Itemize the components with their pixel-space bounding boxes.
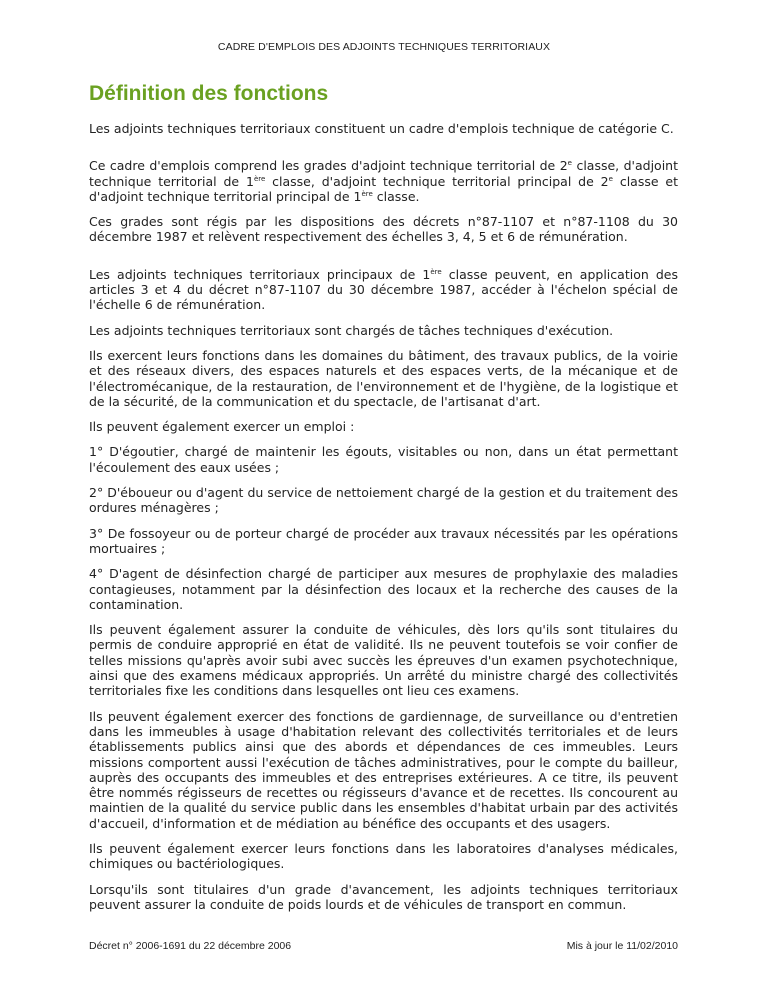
paragraph: Les adjoints techniques territoriaux constituent un cadre d'emplois technique de catégorie C. <box>89 121 674 136</box>
paragraph: Ils peuvent également exercer leurs fonctions dans les laboratoires d'analyses médicales, chimiques ou bactériologiques. <box>89 840 678 872</box>
running-header: CADRE D'EMPLOIS DES ADJOINTS TECHNIQUES TERRITORIAUX <box>217 41 551 53</box>
paragraph: Ils exercent leurs fonctions dans les domaines du bâtiment, des travaux publics, de la voirie et des réseaux divers, des espaces naturels et des espaces verts, de la mécanique et de l'électromécanique, de la restauration, de l'environnement et de l'hygiène, de la logistique et de la sécurité, de la communication et du spectacle, de l'artisanat d'art. <box>89 347 678 409</box>
list-item: 1° D'égoutier, chargé de maintenir les égouts, visitables ou non, dans un état permettant l'écoulement des eaux usées ; <box>89 444 678 475</box>
section-title: Définition des fonctions <box>89 82 329 105</box>
paragraph-echelon-special: Les adjoints techniques territoriaux principaux de 1ère classe peuvent, en application des articles 3 et 4 du décret n°87-1107 du 30 décembre 1987, accéder à l'échelon spécial de l'échelle 6 de rémunération. <box>89 266 678 313</box>
paragraph: Les adjoints techniques territoriaux sont chargés de tâches techniques d'exécution. <box>89 322 614 338</box>
list-item: 3° De fossoyeur ou de porteur chargé de procéder aux travaux nécessités par les opérations mortuaires ; <box>89 525 678 556</box>
footer-decree-reference: Décret n° 2006-1691 du 22 décembre 2006 <box>89 940 292 952</box>
list-item: 2° D'éboueur ou d'agent du service de nettoiement chargé de la gestion et du traitement des ordures ménagères ; <box>89 485 678 516</box>
paragraph: Ils peuvent également exercer un emploi : <box>89 419 355 435</box>
footer-update-date: Mis à jour le 11/02/2010 <box>566 940 678 952</box>
paragraph: Lorsqu'ils sont titulaires d'un grade d'avancement, les adjoints techniques territoriaux peuvent assurer la conduite de poids lourds et de véhicules de transport en commun. <box>89 881 678 912</box>
list-item: 4° D'agent de désinfection chargé de participer aux mesures de prophylaxie des maladies contagieuses, notamment par la désinfection des locaux et la recherche des causes de la contamination. <box>89 566 678 612</box>
paragraph: Ces grades sont régis par les dispositions des décrets n°87-1107 et n°87-1108 du 30 décembre 1987 et relèvent respectivement des échelles 3, 4, 5 et 6 de rémunération. <box>89 214 678 245</box>
paragraph: Ils peuvent également assurer la conduite de véhicules, dès lors qu'ils sont titulaires du permis de conduire approprié en état de validité. Ils ne peuvent toutefois se voir confier de telles missions qu'après avoir subi avec succès les épreuves d'un examen psychotechnique, ainsi que des examens médicaux appropriés. Un arrêté du ministre chargé des collectivités territoriales fixe les conditions dans lesquelles ont lieu ces examens. <box>89 622 678 699</box>
paragraph-grades: Ce cadre d'emplois comprend les grades d'adjoint technique territorial de 2e classe, d'adjoint technique territorial de 1ère classe, d'adjoint technique territorial principal de 2e classe et d'adjoint technique territorial principal de 1ère classe. <box>89 158 678 204</box>
document-body <box>89 121 678 922</box>
paragraph: Ils peuvent également exercer des fonctions de gardiennage, de surveillance ou d'entretien dans les immeubles à usage d'habitation relevant des collectivités territoriales et de leurs établissements publics ainsi que des abords et dépendances de ces immeubles. Leurs missions comportent aussi l'exécution de tâches administratives, pour le compte du bailleur, auprès des occupants des immeubles et des entreprises extérieures. A ce titre, ils peuvent être nommés régisseurs de recettes ou régisseurs d'avance et de recettes. Ils concourent au maintien de la qualité du service public dans les ensembles d'habitat urbain par des activités d'accueil, d'information et de médiation au bénéfice des occupants et des usagers. <box>89 708 678 831</box>
